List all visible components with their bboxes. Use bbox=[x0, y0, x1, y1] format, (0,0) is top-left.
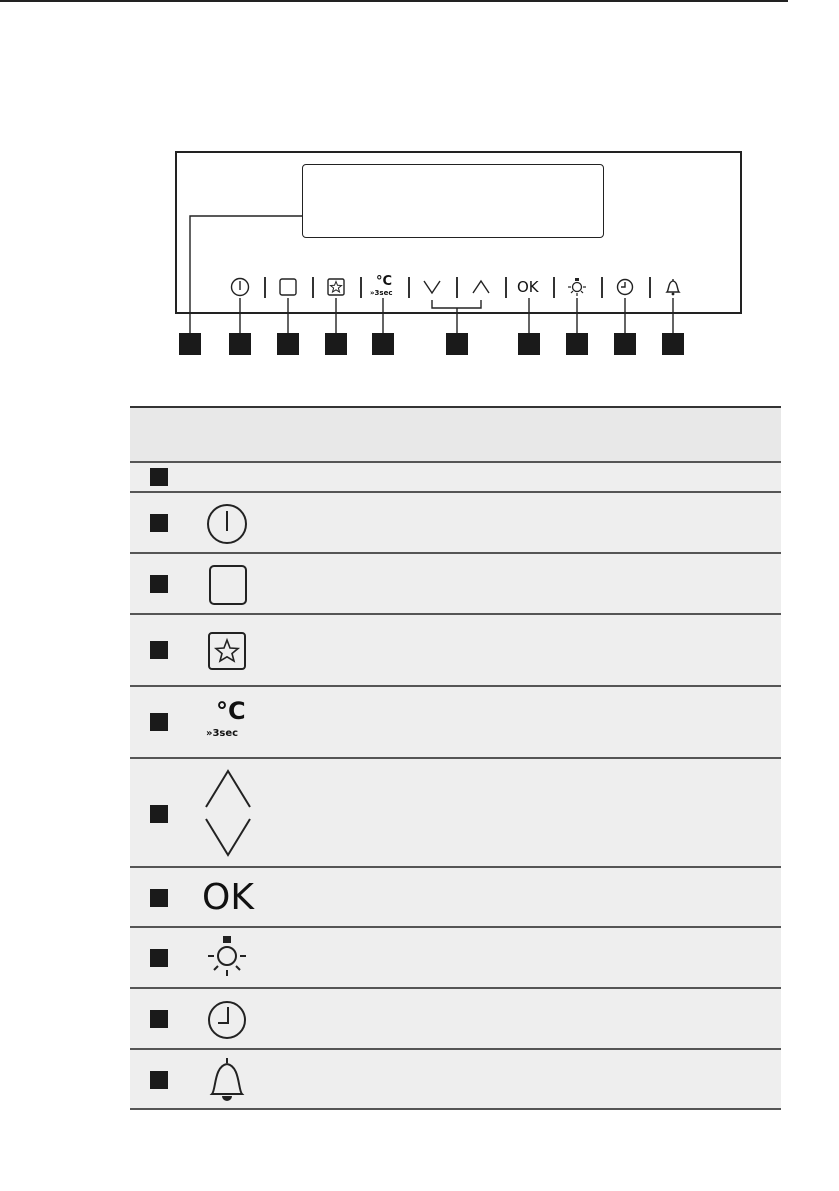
clock-icon bbox=[204, 997, 250, 1043]
table-bottom-rule bbox=[130, 1108, 781, 1110]
row-marker bbox=[150, 889, 168, 907]
table-row bbox=[130, 613, 781, 686]
row-marker bbox=[150, 641, 168, 659]
chevrons: » bbox=[206, 728, 213, 739]
ok-icon: OK bbox=[517, 278, 539, 296]
separator bbox=[408, 277, 410, 298]
table-row bbox=[130, 987, 781, 1049]
row-marker bbox=[150, 1010, 168, 1028]
callout-marker bbox=[446, 333, 468, 355]
ok-icon: OK bbox=[202, 877, 254, 918]
table-row bbox=[130, 757, 781, 867]
power-icon bbox=[204, 501, 250, 547]
row-marker bbox=[150, 468, 168, 486]
clock-icon bbox=[614, 276, 636, 298]
row-marker bbox=[150, 1071, 168, 1089]
separator bbox=[456, 277, 458, 298]
star-square-icon bbox=[204, 629, 250, 675]
chevron-up-down-icon bbox=[204, 767, 254, 861]
bell-icon bbox=[662, 276, 684, 298]
chevron-down-icon bbox=[421, 276, 443, 298]
row-marker bbox=[150, 805, 168, 823]
separator bbox=[360, 277, 362, 298]
square-icon bbox=[277, 276, 299, 298]
temperature-hold-time: 3sec bbox=[212, 728, 239, 739]
temperature-unit: °C bbox=[376, 274, 393, 289]
square-icon bbox=[204, 562, 250, 608]
callout-marker bbox=[614, 333, 636, 355]
callout-marker bbox=[325, 333, 347, 355]
row-marker bbox=[150, 514, 168, 532]
chevron-up-icon bbox=[470, 276, 492, 298]
callout-marker bbox=[372, 333, 394, 355]
separator bbox=[264, 277, 266, 298]
table-row bbox=[130, 491, 781, 553]
star-square-icon bbox=[325, 276, 347, 298]
separator bbox=[312, 277, 314, 298]
temperature-unit: °C bbox=[216, 697, 246, 725]
callout-marker bbox=[179, 333, 201, 355]
power-icon bbox=[229, 276, 251, 298]
row-marker bbox=[150, 713, 168, 731]
temperature-hold-time: 3sec bbox=[374, 289, 393, 297]
callout-marker bbox=[566, 333, 588, 355]
separator bbox=[505, 277, 507, 298]
table-row bbox=[130, 1048, 781, 1109]
row-marker bbox=[150, 575, 168, 593]
separator bbox=[601, 277, 603, 298]
leader-lines bbox=[0, 0, 839, 400]
bell-icon bbox=[204, 1056, 250, 1106]
temperature-icon bbox=[370, 276, 398, 300]
table-row bbox=[130, 685, 781, 758]
table-row bbox=[130, 552, 781, 614]
callout-marker bbox=[277, 333, 299, 355]
table-header bbox=[130, 406, 781, 461]
row-marker bbox=[150, 949, 168, 967]
separator bbox=[649, 277, 651, 298]
callout-marker bbox=[518, 333, 540, 355]
table-row bbox=[130, 461, 781, 492]
callout-marker bbox=[229, 333, 251, 355]
temperature-icon bbox=[204, 697, 254, 747]
chevrons: » bbox=[370, 289, 375, 297]
separator bbox=[553, 277, 555, 298]
callout-marker bbox=[662, 333, 684, 355]
table-row bbox=[130, 866, 781, 927]
light-icon bbox=[204, 934, 250, 982]
light-icon bbox=[566, 276, 588, 298]
table-row bbox=[130, 926, 781, 988]
